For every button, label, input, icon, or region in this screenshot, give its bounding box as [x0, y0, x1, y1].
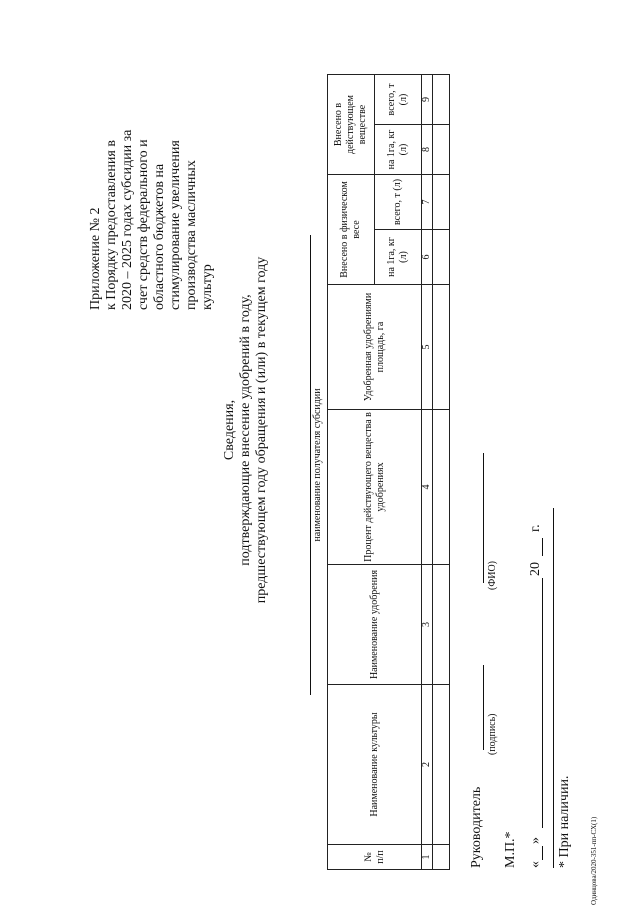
- appendix-line: производства масличных: [184, 160, 199, 310]
- title-line: подтверждающие внесение удобрений в году,: [238, 294, 253, 566]
- column-number: 1: [422, 845, 433, 870]
- name-line: [483, 453, 484, 583]
- appendix-line: стимулирование увеличения: [168, 140, 183, 310]
- year-prefix: 20: [528, 562, 543, 576]
- date-open-quote: «: [528, 861, 543, 868]
- footnote-divider: [553, 508, 554, 868]
- column-number: 7: [422, 174, 433, 229]
- column-number: 8: [422, 124, 433, 174]
- fertilizer-table: [327, 74, 450, 870]
- header-percent: Процент действующего вещества в удобрениях: [328, 410, 422, 565]
- header-per-ha-active: на 1га, кг (л): [375, 124, 422, 174]
- empty-cell: [433, 230, 450, 285]
- column-number: 6: [422, 230, 433, 285]
- recipient-caption: наименование получателя субсидии: [312, 388, 323, 542]
- empty-cell: [433, 685, 450, 845]
- appendix-line: областного бюджетов на: [152, 163, 167, 310]
- year-suffix: г.: [528, 524, 543, 532]
- empty-cell: [433, 74, 450, 124]
- header-physical: Внесено в физическом весе: [328, 174, 375, 284]
- signature-caption: (подпись): [487, 713, 498, 755]
- manager-label: Руководитель: [469, 786, 484, 868]
- footnote: * При наличии.: [557, 775, 572, 868]
- column-number: 2: [422, 685, 433, 845]
- empty-cell: [433, 565, 450, 685]
- header-total-active: всего, т (л): [375, 74, 422, 124]
- document-title: [222, 170, 270, 690]
- date-close-quote: »: [528, 837, 543, 844]
- header-per-ha-physical: на 1га, кг (л): [375, 230, 422, 285]
- day-line: [542, 846, 543, 860]
- table-row: [433, 74, 450, 869]
- stamp-label: М.П.*: [503, 831, 518, 868]
- year-line: [542, 538, 543, 556]
- appendix-line: культур: [200, 264, 215, 310]
- header-active: Внесено в действующем веществе: [328, 74, 375, 174]
- header-fertilizer: Наименование удобрения: [328, 565, 422, 685]
- title-line: Сведения,: [222, 399, 237, 461]
- appendix-line: Приложение № 2: [88, 207, 103, 310]
- date-row: [528, 508, 546, 868]
- document-id: Одинцова/2020-351-пп-СХ(1): [590, 816, 598, 905]
- signature-row: [467, 408, 487, 868]
- appendix-line: счет средств федерального и: [136, 139, 151, 310]
- header-total-physical: всего, т (л): [375, 174, 422, 229]
- column-number: 5: [422, 285, 433, 410]
- header-culture: Наименование культуры: [328, 685, 422, 845]
- recipient-underline: [310, 235, 311, 695]
- appendix-line: 2020 – 2025 годах субсидии за: [120, 129, 135, 310]
- header-num: № п/п: [328, 845, 422, 870]
- signature-line: [483, 665, 484, 750]
- empty-cell: [433, 285, 450, 410]
- empty-cell: [433, 174, 450, 229]
- column-number: 4: [422, 410, 433, 565]
- appendix-line: к Порядку предоставления в: [104, 140, 119, 310]
- column-number: 3: [422, 565, 433, 685]
- empty-cell: [433, 845, 450, 870]
- empty-cell: [433, 124, 450, 174]
- header-area: Удобренная удобрениями площадь, га: [328, 285, 422, 410]
- empty-cell: [433, 410, 450, 565]
- appendix-block: [88, 80, 216, 310]
- month-line: [542, 578, 543, 828]
- column-number: 9: [422, 74, 433, 124]
- title-line: предшествующем году обращения и (или) в текущем году: [254, 256, 269, 604]
- name-caption: (ФИО): [487, 560, 498, 590]
